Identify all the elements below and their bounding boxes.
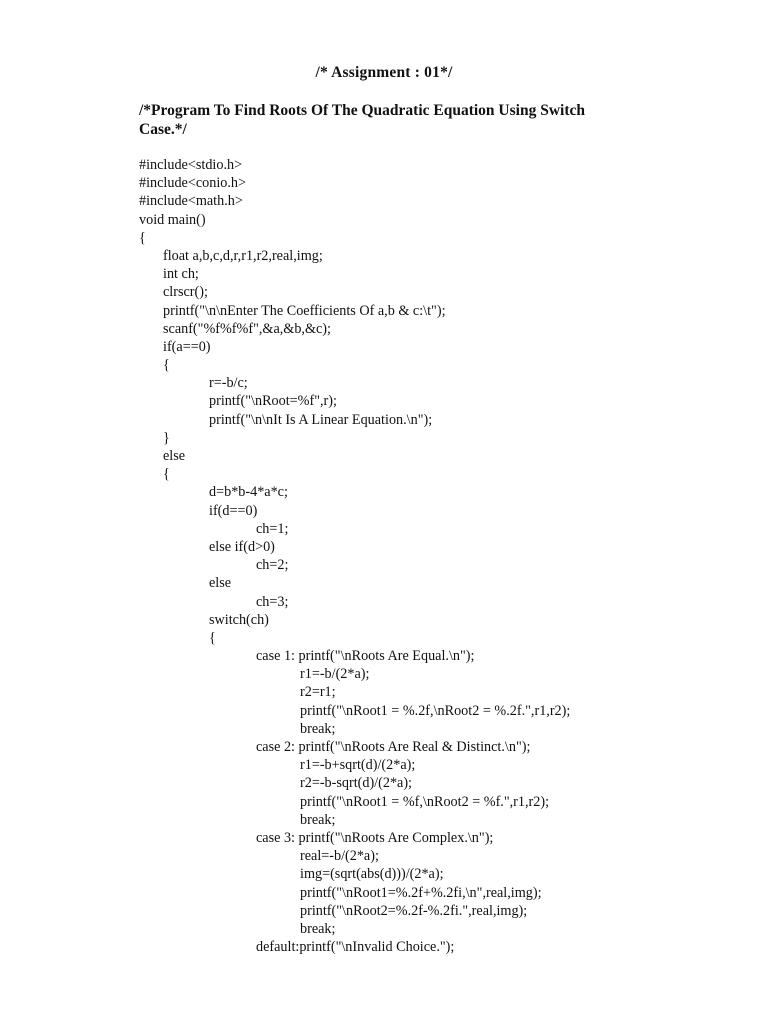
- code-line: else: [209, 575, 232, 592]
- code-line: break;: [300, 720, 336, 737]
- code-line: r1=-b+sqrt(d)/(2*a);: [300, 757, 416, 774]
- code-line: else: [163, 448, 186, 464]
- code-line: #include<stdio.h>: [139, 157, 243, 173]
- code-line: default:printf("\nInvalid Choice.");: [256, 939, 455, 956]
- heading-line: /*Program To Find Roots Of The Quadratic Equation Using Switch: [139, 102, 585, 119]
- code-line: switch(ch): [209, 611, 269, 628]
- code-line: printf("\nRoot=%f",r);: [209, 393, 337, 410]
- code-line: printf("\n\nIt Is A Linear Equation.\n");: [209, 411, 433, 428]
- code-line: {: [209, 629, 216, 646]
- program-heading: [139, 101, 639, 139]
- code-line: ch=3;: [256, 593, 289, 610]
- code-line: if(d==0): [209, 502, 258, 519]
- code-line: case 1: printf("\nRoots Are Equal.\n");: [256, 648, 475, 665]
- code-line: #include<math.h>: [139, 193, 243, 210]
- code-line: void main(): [139, 211, 206, 228]
- code-line: r1=-b/(2*a);: [300, 666, 370, 683]
- code-line: ch=1;: [256, 520, 289, 537]
- code-line: printf("\nRoot1 = %f,\nRoot2 = %f.",r1,r2);: [300, 793, 550, 810]
- heading-line: Case.*/: [139, 121, 187, 138]
- code-line: printf("\nRoot2=%.2f-%.2fi.",real,img);: [300, 902, 528, 919]
- code-line: real=-b/(2*a);: [300, 848, 379, 865]
- code-line: break;: [300, 811, 336, 828]
- code-line: #include<conio.h>: [139, 175, 247, 192]
- code-line: printf("\nRoot1 = %.2f,\nRoot2 = %.2f.",r1,r2);: [300, 702, 571, 719]
- code-line: {: [163, 357, 170, 374]
- code-line: r2=-b-sqrt(d)/(2*a);: [300, 775, 413, 792]
- code-listing: [139, 156, 739, 956]
- code-line: printf("\nRoot1=%.2f+%.2fi,\n",real,img);: [300, 884, 542, 901]
- code-line: int ch;: [163, 266, 199, 283]
- code-line: clrscr();: [163, 284, 208, 301]
- code-line: }: [163, 429, 170, 446]
- code-line: r=-b/c;: [209, 375, 248, 392]
- code-line: break;: [300, 920, 336, 937]
- code-line: ch=2;: [256, 557, 289, 574]
- code-line: img=(sqrt(abs(d)))/(2*a);: [300, 866, 444, 883]
- code-line: printf("\n\nEnter The Coefficients Of a,b & c:\t");: [163, 302, 446, 319]
- code-line: d=b*b-4*a*c;: [209, 484, 288, 501]
- code-line: {: [139, 229, 146, 246]
- page-title: /* Assignment : 01*/: [315, 64, 453, 81]
- code-line: r2=r1;: [300, 684, 336, 701]
- code-line: else if(d>0): [209, 538, 275, 555]
- code-line: case 2: printf("\nRoots Are Real & Distinct.\n");: [256, 739, 531, 755]
- code-line: case 3: printf("\nRoots Are Complex.\n");: [256, 829, 494, 846]
- code-line: if(a==0): [163, 338, 211, 355]
- code-line: {: [163, 466, 170, 483]
- code-line: float a,b,c,d,r,r1,r2,real,img;: [163, 247, 323, 264]
- code-line: scanf("%f%f%f",&a,&b,&c);: [163, 320, 331, 337]
